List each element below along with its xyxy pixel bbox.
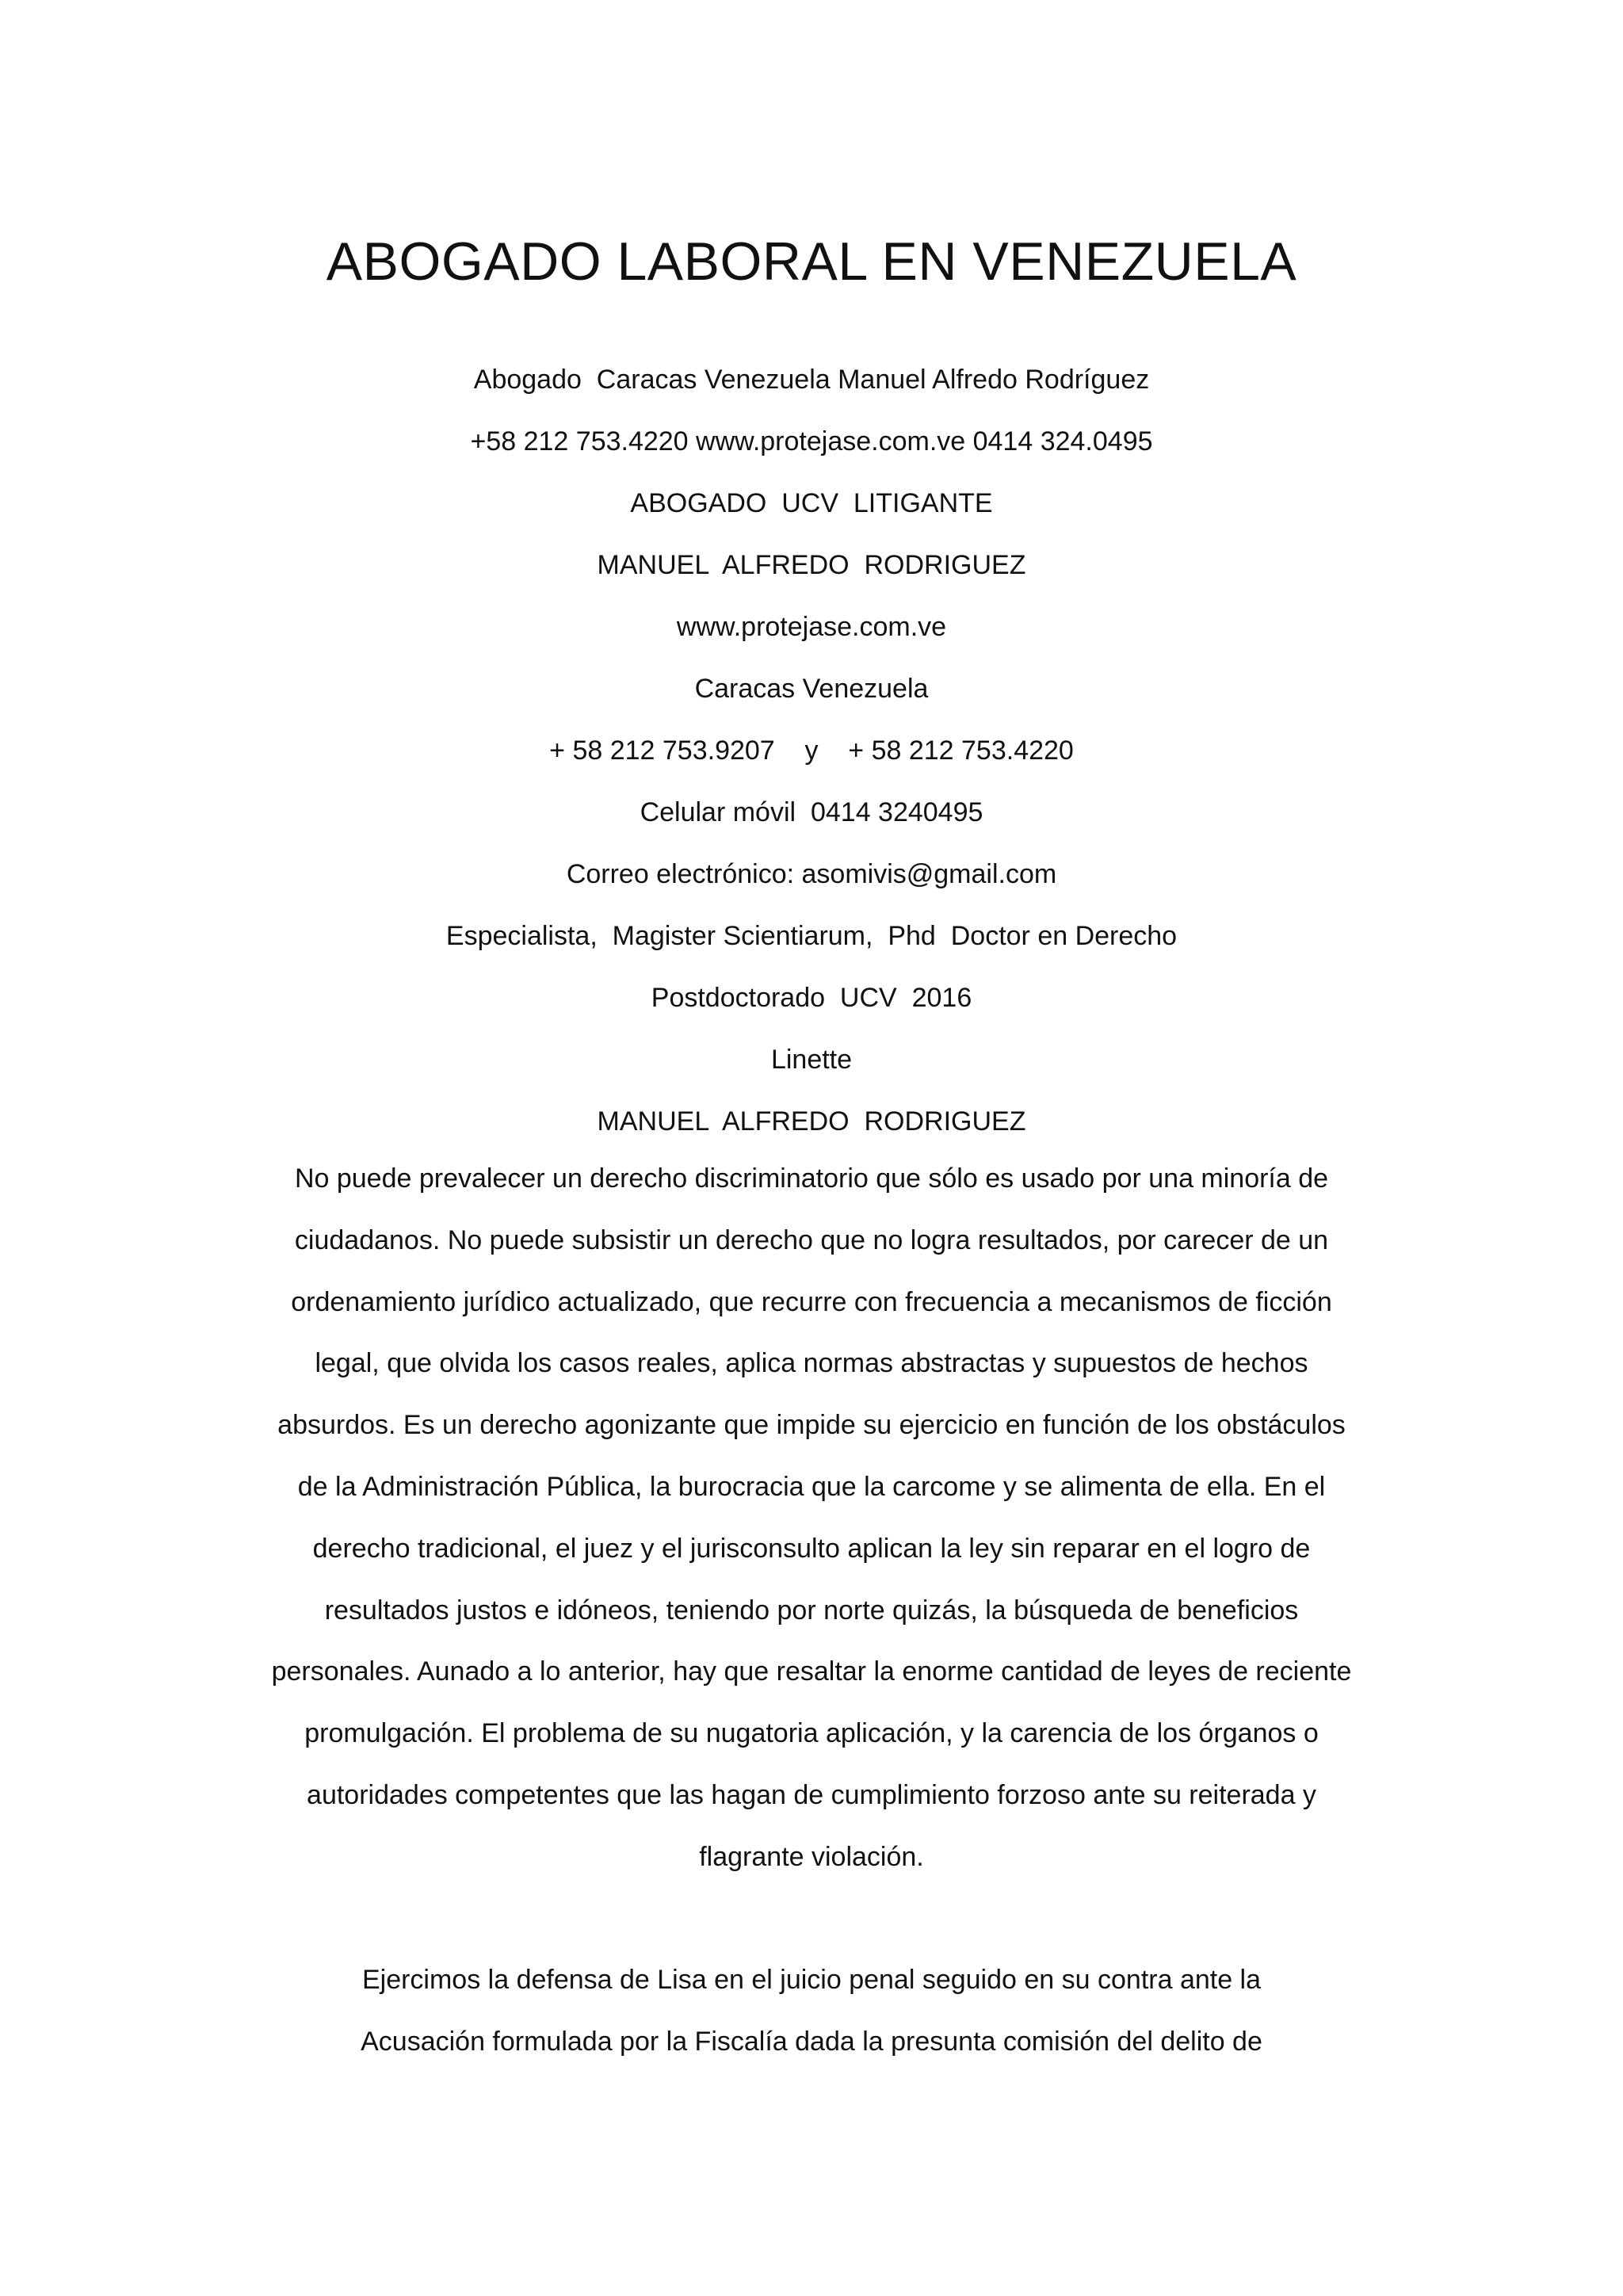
contact-line: Linette — [770, 1045, 853, 1075]
contact-line: + 58 212 753.9207 y + 58 212 753.4220 — [549, 735, 1074, 766]
paragraph-line: derecho tradicional, el juez y el jurisconsulto aplican la ley sin reparar en el logro de — [312, 1533, 1311, 1564]
contact-line: MANUEL ALFREDO RODRIGUEZ — [597, 550, 1026, 580]
contact-block — [0, 349, 1623, 1152]
contact-line: +58 212 753.4220 www.protejase.com.ve 0414 324.0495 — [470, 426, 1153, 457]
contact-line: Celular móvil 0414 3240495 — [640, 797, 983, 827]
paragraph-line: ciudadanos. No puede subsistir un derecho que no logra resultados, por carecer de un — [294, 1224, 1329, 1255]
contact-line: Postdoctorado UCV 2016 — [651, 983, 972, 1013]
body-paragraph — [0, 1148, 1623, 1889]
paragraph-line: absurdos. Es un derecho agonizante que impide su ejercicio en función de los obstáculos — [277, 1410, 1346, 1441]
contact-line: Correo electrónico: asomivis@gmail.com — [566, 859, 1057, 889]
paragraph-line: personales. Aunado a lo anterior, hay que resaltar la enorme cantidad de leyes de reciente — [271, 1656, 1352, 1687]
paragraph-line: promulgación. El problema de su nugatoria aplicación, y la carencia de los órganos o — [304, 1718, 1319, 1749]
paragraph-line: Acusación formulada por la Fiscalía dada la presunta comisión del delito de — [361, 2026, 1262, 2057]
paragraph-line: resultados justos e idóneos, teniendo por norte quizás, la búsqueda de beneficios — [324, 1595, 1299, 1626]
paragraph-line: autoridades competentes que las hagan de cumplimiento forzoso ante su reiterada y — [307, 1779, 1316, 1810]
body-paragraph — [0, 1950, 1623, 2073]
contact-line: Abogado Caracas Venezuela Manuel Alfredo Rodríguez — [473, 365, 1150, 395]
contact-line: www.protejase.com.ve — [676, 612, 947, 642]
contact-line: ABOGADO UCV LITIGANTE — [630, 488, 993, 518]
paragraph-line: Ejercimos la defensa de Lisa en el juicio penal seguido en su contra ante la — [361, 1965, 1262, 1995]
document-title: ABOGADO LABORAL EN VENEZUELA — [326, 231, 1297, 292]
paragraph-line: de la Administración Pública, la burocracia que la carcome y se alimenta de ella. En el — [297, 1471, 1326, 1502]
paragraph-line: ordenamiento jurídico actualizado, que recurre con frecuencia a mecanismos de ficción — [291, 1286, 1332, 1317]
contact-line: MANUEL ALFREDO RODRIGUEZ — [597, 1106, 1026, 1137]
paragraph-line: flagrante violación. — [699, 1841, 924, 1872]
contact-line: Especialista, Magister Scientiarum, Phd Doctor en Derecho — [445, 921, 1178, 951]
paragraph-line: No puede prevalecer un derecho discriminatorio que sólo es usado por una minoría de — [294, 1163, 1329, 1194]
paragraph-line: legal, que olvida los casos reales, aplica normas abstractas y supuestos de hechos — [315, 1348, 1308, 1379]
contact-line: Caracas Venezuela — [694, 674, 929, 704]
